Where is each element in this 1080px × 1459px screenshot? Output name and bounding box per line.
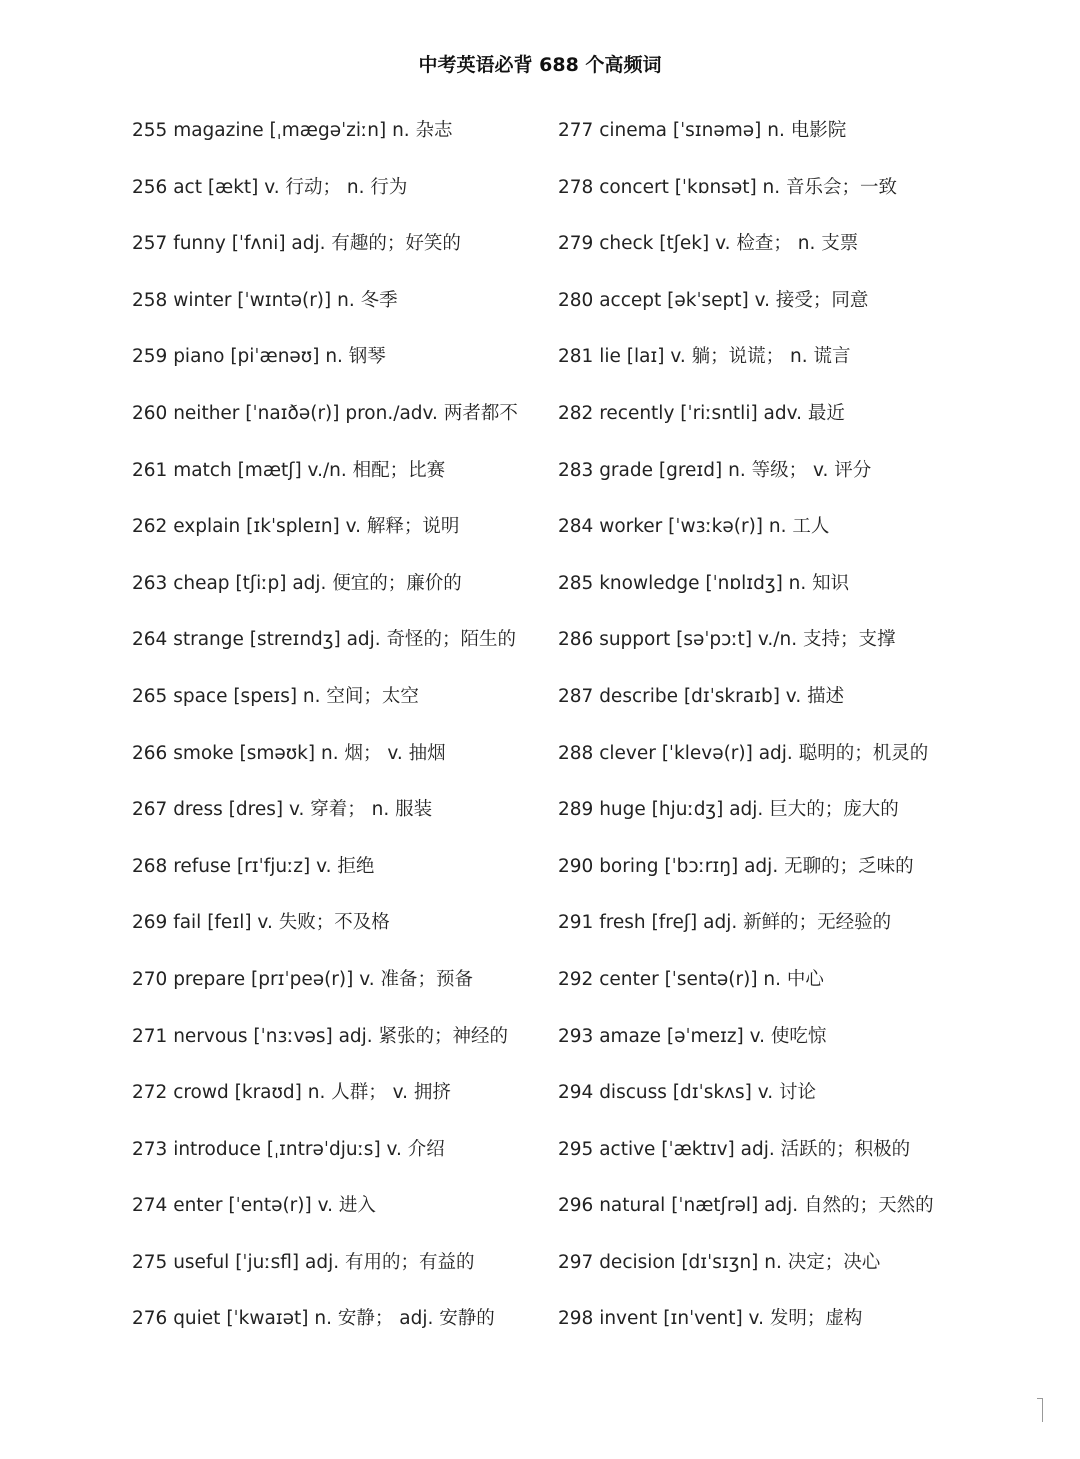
vocab-entry: 296 natural [ˈnætʃrəl] adj. 自然的；天然的 bbox=[558, 1195, 934, 1217]
vocab-entry: 270 prepare [prɪˈpeə(r)] v. 准备；预备 bbox=[132, 968, 474, 990]
vocab-entry: 273 introduce [ˌɪntrəˈdjuːs] v. 介绍 bbox=[132, 1138, 445, 1160]
vocab-entry: 269 fail [feɪl] v. 失败；不及格 bbox=[132, 912, 390, 934]
vocab-entry: 294 discuss [dɪˈskʌs] v. 讨论 bbox=[558, 1082, 816, 1104]
left-column bbox=[132, 114, 602, 1359]
vocab-entry: 293 amaze [əˈmeɪz] v. 使吃惊 bbox=[558, 1025, 827, 1047]
vocab-entry: 288 clever [ˈklevə(r)] adj. 聪明的；机灵的 bbox=[558, 742, 929, 764]
vocab-entry: 289 huge [hjuːdʒ] adj. 巨大的；庞大的 bbox=[558, 799, 899, 821]
vocab-entry: 272 crowd [kraʊd] n. 人群； v. 拥挤 bbox=[132, 1082, 451, 1104]
vocab-entry: 287 describe [dɪˈskraɪb] v. 描述 bbox=[558, 685, 845, 707]
vocab-entry: 276 quiet [ˈkwaɪət] n. 安静； adj. 安静的 bbox=[132, 1308, 495, 1330]
vocab-entry: 279 check [tʃek] v. 检查； n. 支票 bbox=[558, 233, 859, 255]
vocab-entry: 258 winter [ˈwɪntə(r)] n. 冬季 bbox=[132, 289, 398, 311]
page-corner-mark bbox=[1037, 1398, 1043, 1422]
vocab-entry: 267 dress [dres] v. 穿着； n. 服装 bbox=[132, 799, 433, 821]
vocab-entry: 285 knowledge [ˈnɒlɪdʒ] n. 知识 bbox=[558, 572, 850, 594]
vocab-entry: 292 center [ˈsentə(r)] n. 中心 bbox=[558, 968, 824, 990]
vocab-entry: 274 enter [ˈentə(r)] v. 进入 bbox=[132, 1195, 376, 1217]
vocab-entry: 255 magazine [ˌmægəˈziːn] n. 杂志 bbox=[132, 120, 453, 141]
vocab-entry: 262 explain [ɪkˈspleɪn] v. 解释；说明 bbox=[132, 516, 460, 538]
right-column bbox=[558, 114, 1028, 1359]
vocab-entry: 283 grade [greɪd] n. 等级； v. 评分 bbox=[558, 459, 872, 481]
vocab-entry: 286 support [səˈpɔːt] v./n. 支持；支撑 bbox=[558, 629, 896, 651]
vocab-entry: 290 boring [ˈbɔːrɪŋ] adj. 无聊的；乏味的 bbox=[558, 855, 914, 877]
vocab-entry: 297 decision [dɪˈsɪʒn] n. 决定；决心 bbox=[558, 1251, 881, 1273]
vocab-entry: 278 concert [ˈkɒnsət] n. 音乐会；一致 bbox=[558, 176, 898, 198]
vocab-entry: 284 worker [ˈwɜːkə(r)] n. 工人 bbox=[558, 516, 830, 538]
vocab-entry: 295 active [ˈæktɪv] adj. 活跃的；积极的 bbox=[558, 1138, 911, 1160]
vocab-entry: 291 fresh [freʃ] adj. 新鲜的；无经验的 bbox=[558, 912, 892, 934]
vocab-entry: 268 refuse [rɪˈfjuːz] v. 拒绝 bbox=[132, 855, 375, 877]
vocab-entry: 263 cheap [tʃiːp] adj. 便宜的；廉价的 bbox=[132, 572, 462, 594]
vocab-entry: 266 smoke [sməʊk] n. 烟； v. 抽烟 bbox=[132, 742, 446, 764]
vocab-entry: 271 nervous [ˈnɜːvəs] adj. 紧张的；神经的 bbox=[132, 1025, 509, 1047]
vocab-entry: 275 useful [ˈjuːsfl] adj. 有用的；有益的 bbox=[132, 1251, 475, 1273]
vocab-entry: 281 lie [laɪ] v. 躺；说谎； n. 谎言 bbox=[558, 346, 851, 368]
vocab-entry: 282 recently [ˈriːsntli] adv. 最近 bbox=[558, 402, 845, 424]
vocab-entry: 260 neither [ˈnaɪðə(r)] pron./adv. 两者都不 bbox=[132, 402, 518, 424]
vocab-entry: 280 accept [əkˈsept] v. 接受；同意 bbox=[558, 289, 869, 311]
vocab-entry: 261 match [mætʃ] v./n. 相配；比赛 bbox=[132, 459, 446, 481]
page-title: 中考英语必背 688 个高频词 bbox=[418, 54, 662, 76]
vocab-entry: 257 funny [ˈfʌni] adj. 有趣的；好笑的 bbox=[132, 233, 461, 255]
vocab-entry: 277 cinema [ˈsɪnəmə] n. 电影院 bbox=[558, 120, 847, 141]
vocab-entry: 264 strange [streɪndʒ] adj. 奇怪的；陌生的 bbox=[132, 629, 517, 651]
vocab-entry: 298 invent [ɪnˈvent] v. 发明；虚构 bbox=[558, 1308, 863, 1330]
vocab-entry: 265 space [speɪs] n. 空间；太空 bbox=[132, 685, 419, 707]
vocab-entry: 256 act [ækt] v. 行动； n. 行为 bbox=[132, 176, 408, 198]
vocab-entry: 259 piano [piˈænəʊ] n. 钢琴 bbox=[132, 346, 386, 368]
